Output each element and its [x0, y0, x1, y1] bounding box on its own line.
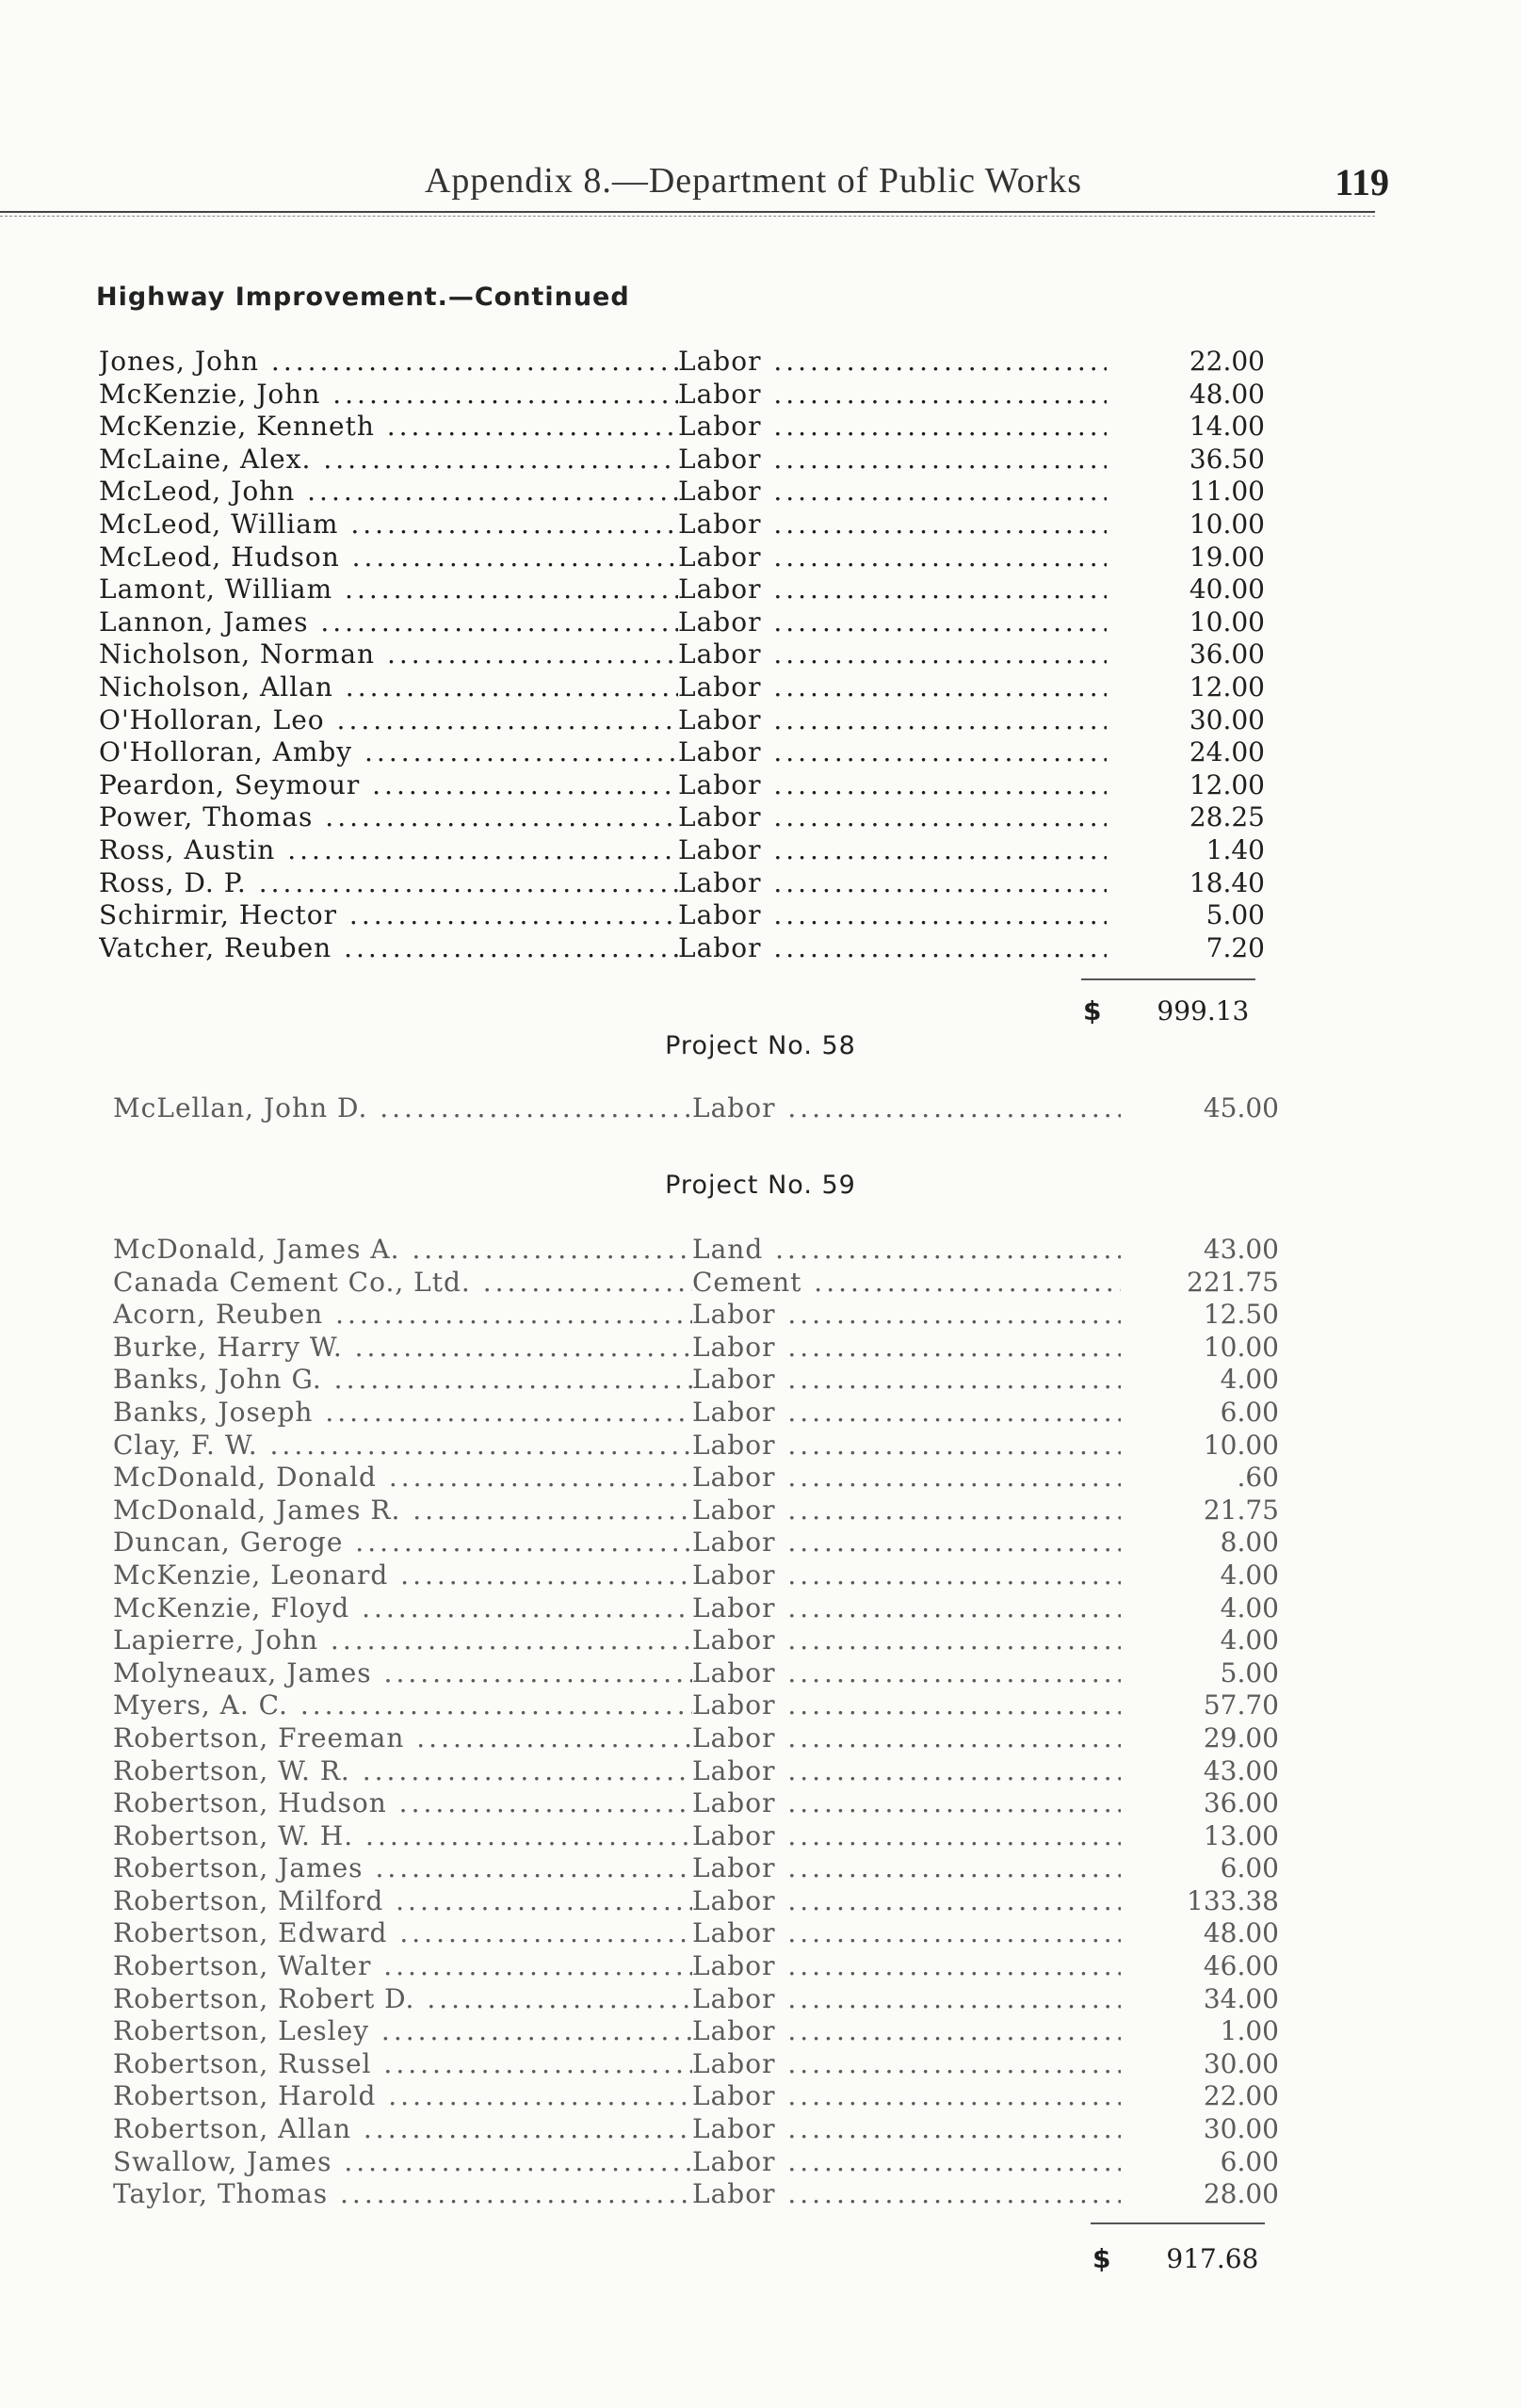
ledger-row [113, 1852, 1281, 1885]
payee-name: Peardon, Seymour ..... [99, 769, 678, 800]
expense-type: Labor ..... [692, 1787, 1121, 1818]
payee-name: McLeod, John ..... [99, 476, 678, 507]
amount: 133.38 [1187, 1884, 1279, 1916]
payee-name: McLeod, William ..... [99, 509, 678, 540]
expense-type: Labor ..... [692, 1299, 1121, 1330]
payee-name: O'Holloran, Amby ..... [99, 736, 678, 768]
payee-name: Robertson, Allan ..... [113, 2113, 692, 2144]
ledger-row [113, 2048, 1281, 2081]
ledger-row [113, 2015, 1281, 2048]
expense-type: Labor ..... [692, 1364, 1121, 1395]
ledger-row [113, 1462, 1281, 1495]
payee-name: Ross, Austin ..... [99, 834, 678, 865]
payee-name: McKenzie, Floyd ..... [113, 1592, 692, 1624]
payee-name: McLeod, Hudson ..... [99, 541, 678, 573]
ledger-row [113, 1560, 1281, 1592]
ledger-row [99, 411, 1267, 444]
ledger-row [113, 1624, 1281, 1657]
expense-type: Labor ..... [692, 1397, 1121, 1428]
amount: 7.20 [1205, 931, 1265, 963]
expense-type: Labor ..... [678, 444, 1107, 475]
expense-type: Labor ..... [678, 834, 1107, 865]
amount: 57.70 [1203, 1689, 1279, 1721]
ledger-row [113, 1430, 1281, 1463]
payee-name: Jones, John ..... [99, 346, 678, 377]
ledger-row [99, 899, 1267, 932]
expense-type: Labor ..... [692, 1624, 1121, 1656]
ledger-row [113, 1787, 1281, 1820]
expense-type: Labor ..... [692, 2178, 1121, 2209]
highway-total-value: 999.13 [1157, 995, 1250, 1026]
payee-name: Myers, A. C. ..... [113, 1689, 692, 1721]
amount: 40.00 [1189, 574, 1265, 606]
payee-name: Lannon, James ..... [99, 606, 678, 638]
amount: 19.00 [1189, 541, 1265, 573]
project-59-total-value: 917.68 [1166, 2243, 1259, 2274]
ledger-row [99, 834, 1267, 867]
ledger-row [99, 379, 1267, 412]
highway-subtotal-rule [1081, 978, 1255, 980]
project-59-subtotal-rule [1091, 2222, 1265, 2224]
ledger-row [113, 1397, 1281, 1430]
amount: 36.00 [1203, 1787, 1279, 1819]
payee-name: Robertson, Edward ..... [113, 1917, 692, 1948]
currency-symbol: $ [1083, 995, 1102, 1026]
amount: 45.00 [1203, 1092, 1279, 1123]
expense-type: Land ..... [692, 1234, 1121, 1265]
ledger-row [99, 867, 1267, 900]
expense-type: Labor ..... [692, 1820, 1121, 1851]
amount: 43.00 [1203, 1234, 1279, 1265]
expense-type: Labor ..... [692, 2113, 1121, 2144]
ledger-row [113, 1267, 1281, 1300]
page-header: Appendix 8.—Department of Public Works [424, 161, 1083, 201]
ledger-row [113, 1917, 1281, 1950]
ledger-row [113, 2146, 1281, 2179]
payee-name: Ross, D. P. ..... [99, 867, 678, 898]
payee-name: Robertson, Russel ..... [113, 2048, 692, 2079]
ledger-row [113, 1592, 1281, 1625]
ledger-row [113, 1755, 1281, 1788]
amount: 10.00 [1189, 508, 1265, 540]
amount: 48.00 [1203, 1917, 1279, 1949]
payee-name: Power, Thomas ..... [99, 801, 678, 832]
amount: 4.00 [1220, 1364, 1279, 1396]
ledger-row [113, 2178, 1281, 2211]
payee-name: Robertson, Harold ..... [113, 2080, 692, 2111]
amount: 6.00 [1220, 1396, 1279, 1428]
expense-type: Labor ..... [678, 736, 1107, 768]
amount: 10.00 [1203, 1331, 1279, 1363]
payee-name: McKenzie, Kenneth ..... [99, 411, 678, 442]
expense-type: Labor ..... [692, 1527, 1121, 1558]
amount: 21.75 [1203, 1494, 1279, 1526]
expense-type: Labor ..... [678, 704, 1107, 735]
payee-name: Robertson, Robert D. ..... [113, 1983, 692, 2014]
ledger-row [113, 1820, 1281, 1853]
expense-type: Labor ..... [678, 574, 1107, 605]
amount: 22.00 [1189, 346, 1265, 377]
expense-type: Labor ..... [692, 1950, 1121, 1981]
header-rule [0, 211, 1375, 217]
ledger-row [99, 769, 1267, 802]
ledger-row [99, 671, 1267, 704]
expense-type: Labor ..... [678, 671, 1107, 703]
expense-type: Labor ..... [678, 606, 1107, 638]
ledger-row [113, 1495, 1281, 1527]
section-heading: Highway Improvement.—Continued [96, 283, 630, 312]
payee-name: Schirmir, Hector ..... [99, 899, 678, 930]
amount: 36.00 [1189, 638, 1265, 671]
expense-type: Labor ..... [692, 1462, 1121, 1493]
expense-type: Labor ..... [692, 1430, 1121, 1461]
project-59-ledger [113, 1234, 1281, 2211]
expense-type: Labor ..... [692, 1755, 1121, 1786]
payee-name: O'Holloran, Leo ..... [99, 704, 678, 735]
amount: 12.00 [1189, 671, 1265, 703]
payee-name: Robertson, James ..... [113, 1852, 692, 1883]
payee-name: McDonald, Donald ..... [113, 1462, 692, 1493]
ledger-row [99, 346, 1267, 379]
amount: 43.00 [1203, 1754, 1279, 1786]
amount: 5.00 [1220, 1657, 1279, 1689]
amount: 28.00 [1203, 2178, 1279, 2210]
payee-name: McLellan, John D. ..... [113, 1092, 692, 1123]
expense-type: Labor ..... [692, 1332, 1121, 1363]
amount: 1.40 [1205, 833, 1265, 865]
payee-name: Canada Cement Co., Ltd. ..... [113, 1267, 692, 1298]
amount: 5.00 [1205, 899, 1265, 931]
amount: 221.75 [1187, 1266, 1279, 1298]
expense-type: Labor ..... [678, 638, 1107, 670]
amount: 11.00 [1189, 476, 1265, 508]
ledger-row [99, 574, 1267, 606]
expense-type: Labor ..... [692, 1722, 1121, 1753]
expense-type: Labor ..... [678, 509, 1107, 540]
payee-name: Robertson, W. H. ..... [113, 1820, 692, 1851]
expense-type: Labor ..... [678, 411, 1107, 442]
expense-type: Labor ..... [692, 2080, 1121, 2111]
payee-name: Molyneaux, James ..... [113, 1657, 692, 1689]
amount: 10.00 [1189, 606, 1265, 638]
ledger-row [113, 1885, 1281, 1918]
ledger-row [113, 1983, 1281, 2016]
payee-name: Robertson, Walter ..... [113, 1950, 692, 1981]
payee-name: Robertson, Freeman ..... [113, 1722, 692, 1753]
ledger-row [99, 736, 1267, 769]
payee-name: Swallow, James ..... [113, 2146, 692, 2177]
project-58-ledger [113, 1092, 1281, 1125]
ledger-row [113, 1299, 1281, 1332]
ledger-row [113, 1364, 1281, 1397]
amount: .60 [1237, 1462, 1279, 1494]
payee-name: Clay, F. W. ..... [113, 1430, 692, 1461]
ledger-row [113, 2113, 1281, 2146]
expense-type: Labor ..... [678, 476, 1107, 507]
ledger-row [113, 1332, 1281, 1365]
expense-type: Labor ..... [692, 2015, 1121, 2046]
ledger-row [99, 801, 1267, 834]
expense-type: Labor ..... [678, 899, 1107, 930]
payee-name: Lamont, William ..... [99, 574, 678, 605]
expense-type: Labor ..... [678, 801, 1107, 832]
ledger-row [113, 1689, 1281, 1722]
payee-name: Banks, John G. ..... [113, 1364, 692, 1395]
amount: 12.00 [1189, 768, 1265, 800]
ledger-row [99, 541, 1267, 574]
expense-type: Labor ..... [678, 867, 1107, 898]
project-59-heading: Project No. 59 [665, 1171, 856, 1200]
page-number: 119 [1335, 161, 1389, 203]
expense-type: Cement ..... [692, 1267, 1121, 1298]
expense-type: Labor ..... [692, 1560, 1121, 1591]
payee-name: Nicholson, Allan ..... [99, 671, 678, 703]
currency-symbol: $ [1092, 2243, 1111, 2274]
payee-name: Burke, Harry W. ..... [113, 1332, 692, 1363]
expense-type: Labor ..... [692, 1917, 1121, 1948]
ledger-row [113, 1657, 1281, 1690]
expense-type: Labor ..... [692, 1852, 1121, 1883]
project-59-total [1092, 2243, 1258, 2274]
amount: 28.25 [1189, 801, 1265, 833]
payee-name: Duncan, Geroge ..... [113, 1527, 692, 1558]
payee-name: McKenzie, Leonard ..... [113, 1560, 692, 1591]
payee-name: Vatcher, Reuben ..... [99, 932, 678, 963]
payee-name: Banks, Joseph ..... [113, 1397, 692, 1428]
amount: 13.00 [1203, 1819, 1279, 1851]
amount: 6.00 [1220, 2145, 1279, 2177]
amount: 14.00 [1189, 411, 1265, 443]
expense-type: Labor ..... [678, 379, 1107, 410]
amount: 4.00 [1220, 1624, 1279, 1657]
ledger-row [113, 1092, 1281, 1125]
payee-name: Acorn, Reuben ..... [113, 1299, 692, 1330]
expense-type: Labor ..... [692, 1092, 1121, 1123]
payee-name: McLaine, Alex. ..... [99, 444, 678, 475]
amount: 36.50 [1189, 443, 1265, 475]
expense-type: Labor ..... [692, 1592, 1121, 1624]
ledger-row [113, 1234, 1281, 1267]
payee-name: Robertson, Lesley ..... [113, 2015, 692, 2046]
amount: 30.00 [1203, 2113, 1279, 2145]
amount: 24.00 [1189, 736, 1265, 768]
ledger-row [99, 509, 1267, 541]
payee-name: McDonald, James R. ..... [113, 1495, 692, 1526]
payee-name: Taylor, Thomas ..... [113, 2178, 692, 2209]
payee-name: Nicholson, Norman ..... [99, 638, 678, 670]
expense-type: Labor ..... [678, 769, 1107, 800]
amount: 30.00 [1203, 2047, 1279, 2079]
amount: 10.00 [1203, 1429, 1279, 1461]
payee-name: Robertson, Hudson ..... [113, 1787, 692, 1818]
ledger-row [99, 606, 1267, 639]
highway-total [1083, 995, 1249, 1026]
payee-name: Lapierre, John ..... [113, 1624, 692, 1656]
expense-type: Labor ..... [692, 2048, 1121, 2079]
expense-type: Labor ..... [692, 1689, 1121, 1721]
expense-type: Labor ..... [692, 1885, 1121, 1916]
amount: 22.00 [1203, 2080, 1279, 2112]
expense-type: Labor ..... [692, 2146, 1121, 2177]
ledger-row [99, 638, 1267, 671]
amount: 34.00 [1203, 1982, 1279, 2014]
highway-ledger [99, 346, 1267, 964]
ledger-row [99, 932, 1267, 965]
project-58-heading: Project No. 58 [665, 1031, 856, 1060]
amount: 30.00 [1189, 703, 1265, 735]
amount: 18.40 [1189, 866, 1265, 898]
payee-name: Robertson, W. R. ..... [113, 1755, 692, 1786]
amount: 46.00 [1203, 1950, 1279, 1982]
ledger-row [99, 704, 1267, 737]
amount: 6.00 [1220, 1852, 1279, 1884]
amount: 29.00 [1203, 1721, 1279, 1753]
payee-name: McKenzie, John ..... [99, 379, 678, 410]
ledger-row [113, 1950, 1281, 1983]
expense-type: Labor ..... [678, 932, 1107, 963]
amount: 12.50 [1203, 1299, 1279, 1331]
ledger-row [99, 476, 1267, 509]
amount: 48.00 [1189, 378, 1265, 410]
expense-type: Labor ..... [692, 1657, 1121, 1689]
expense-type: Labor ..... [678, 346, 1107, 377]
expense-type: Labor ..... [692, 1495, 1121, 1526]
expense-type: Labor ..... [678, 541, 1107, 573]
ledger-row [113, 2080, 1281, 2113]
ledger-row [113, 1527, 1281, 1560]
amount: 4.00 [1220, 1592, 1279, 1624]
ledger-row [113, 1722, 1281, 1755]
ledger-row [99, 444, 1267, 477]
payee-name: Robertson, Milford ..... [113, 1885, 692, 1916]
amount: 8.00 [1220, 1527, 1279, 1559]
amount: 4.00 [1220, 1559, 1279, 1591]
amount: 1.00 [1220, 2015, 1279, 2047]
payee-name: McDonald, James A. ..... [113, 1234, 692, 1265]
expense-type: Labor ..... [692, 1983, 1121, 2014]
